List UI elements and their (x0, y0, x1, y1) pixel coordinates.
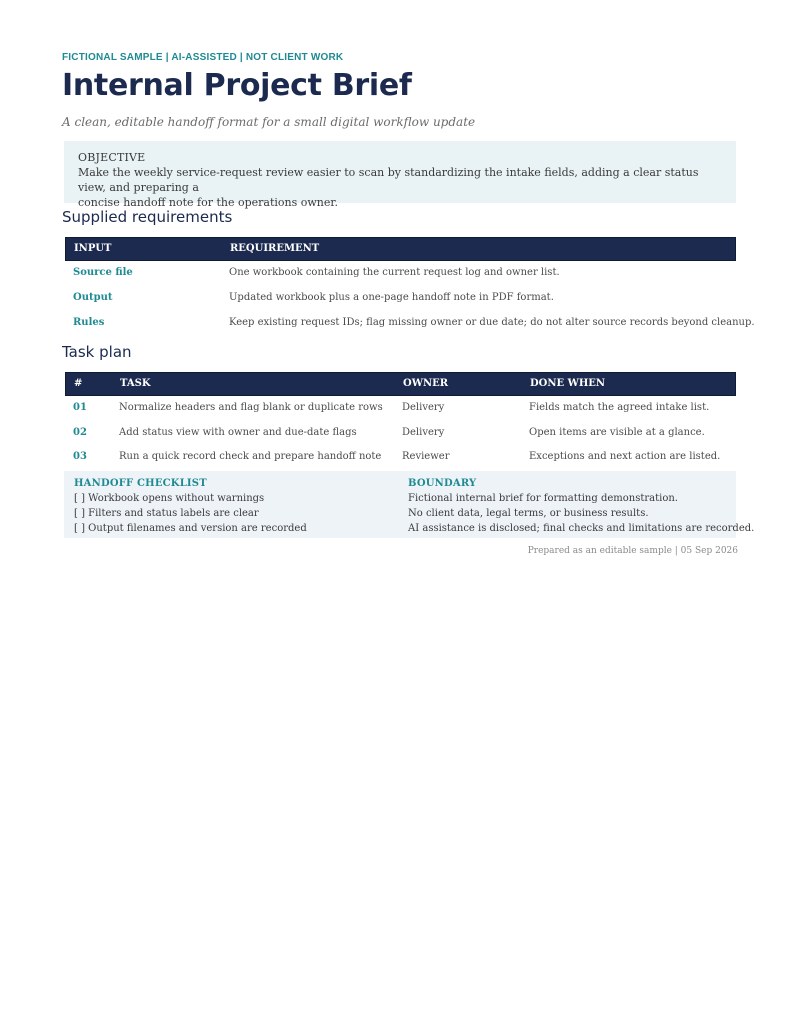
table-row (65, 261, 736, 286)
requirements-table (65, 237, 755, 336)
requirement-input-cell: Rules (73, 317, 105, 328)
document-subtitle: A clean, editable handoff format for a small digital workflow update (62, 115, 476, 129)
table-row (65, 311, 755, 336)
task-number-cell: 02 (73, 427, 87, 438)
objective-text-line-2: concise handoff note for the operations owner. (78, 196, 338, 209)
document-footer: Prepared as an editable sample | 05 Sep 2026 (527, 546, 738, 556)
requirement-input-cell: Source file (73, 267, 133, 278)
handoff-checklist (74, 476, 307, 536)
boundary-item: Fictional internal brief for formatting demonstration. (408, 493, 678, 504)
requirement-input-cell: Output (73, 292, 113, 303)
requirement-text-cell: Keep existing request IDs; flag missing owner or due date; do not alter source records beyond cleanup. (229, 317, 755, 328)
task-done-when-cell: Open items are visible at a glance. (529, 427, 705, 438)
column-header-task: TASK (120, 378, 151, 389)
handoff-panel (64, 471, 755, 538)
document-title: Internal Project Brief (62, 68, 412, 103)
table-row (65, 421, 736, 445)
task-owner-cell: Delivery (402, 427, 445, 438)
task-owner-cell: Reviewer (402, 451, 450, 462)
column-header-input: INPUT (74, 243, 112, 254)
checklist-item: [ ] Workbook opens without warnings (74, 493, 265, 504)
task-text-cell: Normalize headers and flag blank or duplicate rows (119, 402, 383, 413)
column-header-requirement: REQUIREMENT (230, 243, 320, 254)
task-text-cell: Run a quick record check and prepare handoff note (119, 451, 382, 462)
task-done-when-cell: Exceptions and next action are listed. (529, 451, 721, 462)
table-row (65, 396, 736, 421)
document-tagline: FICTIONAL SAMPLE | AI-ASSISTED | NOT CLIENT WORK (62, 52, 344, 63)
column-header-owner: OWNER (403, 378, 449, 389)
task-plan-heading: Task plan (62, 343, 132, 361)
task-owner-cell: Delivery (402, 402, 445, 413)
table-row (65, 445, 736, 470)
requirement-text-cell: One workbook containing the current request log and owner list. (229, 267, 560, 278)
boundary-item: AI assistance is disclosed; final checks and limitations are recorded. (408, 523, 755, 534)
objective-box (64, 141, 736, 209)
requirements-heading: Supplied requirements (62, 208, 233, 226)
checklist-item: [ ] Filters and status labels are clear (74, 508, 259, 519)
table-row (65, 286, 736, 311)
task-plan-table (65, 372, 736, 470)
task-text-cell: Add status view with owner and due-date flags (119, 427, 357, 438)
checklist-item: [ ] Output filenames and version are recorded (74, 523, 307, 534)
task-plan-table-header (65, 372, 736, 396)
task-number-cell: 01 (73, 402, 87, 413)
requirement-text-cell: Updated workbook plus a one-page handoff note in PDF format. (229, 292, 554, 303)
column-header-number: # (74, 378, 83, 389)
boundary-item: No client data, legal terms, or business results. (408, 508, 649, 519)
checklist-title: HANDOFF CHECKLIST (74, 478, 207, 489)
boundary-section (408, 476, 754, 536)
objective-text-line-1: Make the weekly service-request review easier to scan by standardizing the intake fields, adding a clear status view, and preparing a (78, 166, 699, 194)
task-done-when-cell: Fields match the agreed intake list. (529, 402, 710, 413)
column-header-done-when: DONE WHEN (530, 378, 606, 389)
task-number-cell: 03 (73, 451, 87, 462)
objective-label: OBJECTIVE (78, 151, 146, 164)
boundary-title: BOUNDARY (408, 478, 477, 489)
requirements-table-header (65, 237, 736, 261)
